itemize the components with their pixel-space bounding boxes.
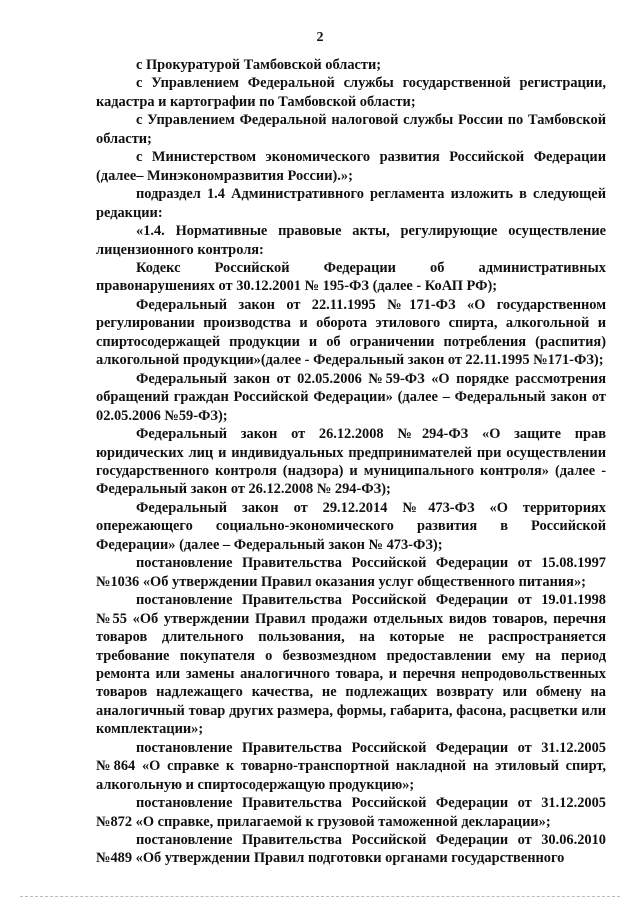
- paragraph: Федеральный закон от 22.11.1995 №171-ФЗ «О государственном регулировании производства и оборота этилового спирта, алкогольной и спиртосодержащей продукции и об ограничении потребления (распития) алкогольной продукции»(далее - Федеральный закон от 22.11.1995 №171-ФЗ);: [96, 296, 606, 369]
- page-number: 2: [316, 30, 324, 45]
- paragraph: с Прокуратурой Тамбовской области;: [136, 57, 382, 73]
- paragraph: постановление Правительства Российской Федерации от 30.06.2010 №489 «Об утверждении Правил подготовки органами государственного: [96, 832, 606, 867]
- paragraph: с Управлением Федеральной налоговой службы России по Тамбовской области;: [96, 112, 606, 147]
- paragraph: «1.4. Нормативные правовые акты, регулирующие осуществление лицензионного контроля:: [96, 223, 606, 258]
- paragraph: постановление Правительства Российской Федерации от 31.12.2005 №872 «О справке, прилагаемой к грузовой таможенной декларации»;: [96, 795, 606, 830]
- paragraph: Федеральный закон от 02.05.2006 №59-ФЗ «О порядке рассмотрения обращений граждан Российской Федерации» (далее – Федеральный закон от 02.05.2006 №59-ФЗ);: [96, 370, 606, 424]
- paragraph: Федеральный закон от 26.12.2008 №294-ФЗ «О защите прав юридических лиц и индивидуальных предпринимателей при осуществлении государственного контроля (надзора) и муниципального контроля» (далее - Федеральный закон от 26.12.2008 № 294-ФЗ);: [96, 426, 606, 498]
- paragraph: постановление Правительства Российской Федерации от 19.01.1998 №55 «Об утверждении Правил продажи отдельных видов товаров, перечня товаров длительного пользования, на которые не распространяется требование покупателя о безвозмездном предоставлении ему на период ремонта или замены аналогичного товара, и перечня непродовольственных товаров надлежащего качества, не подлежащих возврату или обмену на аналогичный товар других размера, формы, габарита, фасона, расцветки или комплектации»;: [96, 592, 606, 738]
- paragraph: Кодекс Российской Федерации об административных правонарушениях от 30.12.2001 № 195-ФЗ (далее - КоАП РФ);: [96, 259, 606, 295]
- scan-edge-divider: [20, 896, 620, 897]
- paragraph: постановление Правительства Российской Федерации от 15.08.1997 №1036 «Об утверждении Правил оказания услуг общественного питания»;: [96, 555, 606, 590]
- document-body: [96, 56, 606, 868]
- paragraph: Федеральный закон от 29.12.2014 №473-ФЗ «О территориях опережающего социально-экономического развития в Российской Федерации» (далее – Федеральный закон № 473-ФЗ);: [96, 499, 606, 553]
- paragraph: подраздел 1.4 Административного регламента изложить в следующей редакции:: [96, 186, 606, 221]
- paragraph: с Министерством экономического развития Российской Федерации (далее– Минэкономразвития России).»;: [96, 149, 606, 184]
- paragraph: постановление Правительства Российской Федерации от 31.12.2005 №864 «О справке к товарно-транспортной накладной на этиловый спирт, алкогольную и спиртосодержащую продукцию»;: [96, 739, 606, 793]
- paragraph: с Управлением Федеральной службы государственной регистрации, кадастра и картографии по Тамбовской области;: [96, 75, 606, 110]
